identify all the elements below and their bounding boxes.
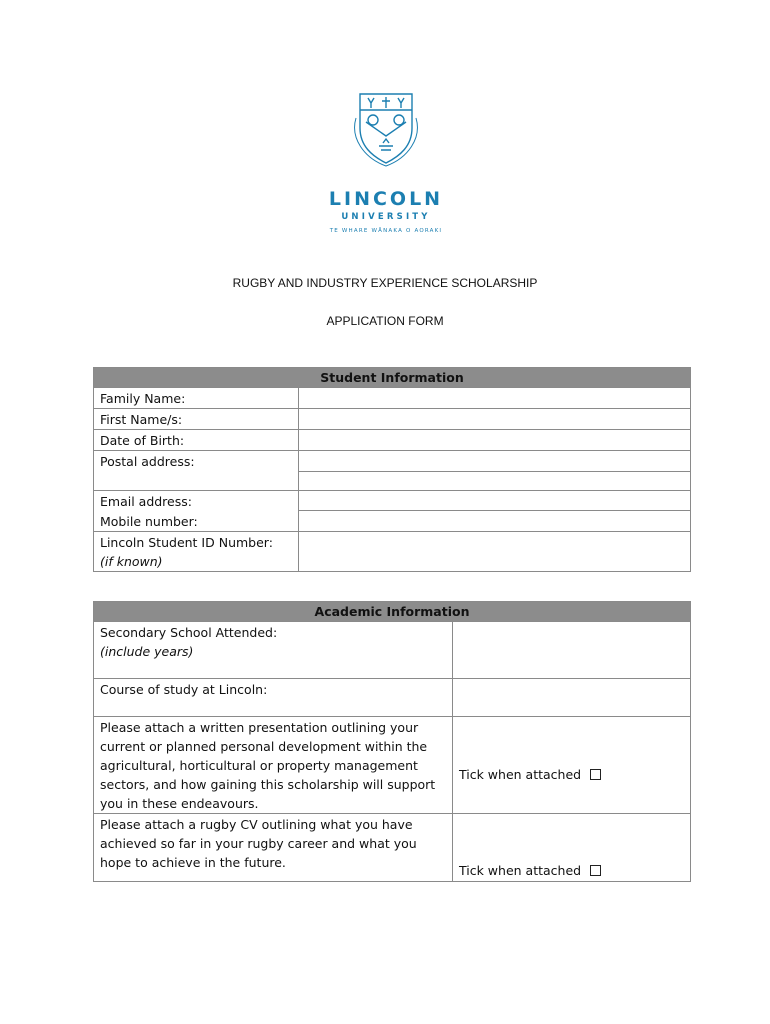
postal-address-continued-label [94, 471, 299, 490]
academic-information-heading: Academic Information [94, 602, 691, 622]
presentation-tick-cell [453, 717, 691, 814]
secondary-school-label-cell [94, 622, 453, 679]
student-id-field[interactable] [299, 531, 691, 571]
presentation-tick-label: Tick when attached [459, 766, 582, 782]
logo-tagline: TE WHARE WĀNAKA O AORAKI [329, 228, 443, 234]
student-information-table [93, 367, 691, 572]
postal-address-field[interactable] [299, 451, 691, 472]
mobile-number-label: Mobile number: [94, 511, 299, 532]
secondary-school-label: Secondary School Attended: [100, 625, 278, 640]
email-address-field[interactable] [299, 490, 691, 511]
first-name-field[interactable] [299, 409, 691, 430]
first-name-label: First Name/s: [94, 409, 299, 430]
student-id-label: Lincoln Student ID Number: [100, 534, 273, 550]
secondary-school-note: (include years) [100, 644, 194, 659]
logo-sub-text: UNIVERSITY [341, 212, 431, 222]
family-name-field[interactable] [299, 388, 691, 409]
logo-name-text: LINCOLN [328, 188, 444, 210]
postal-address-label: Postal address: [94, 451, 299, 472]
mobile-number-field[interactable] [299, 511, 691, 532]
written-presentation-instructions: Please attach a written presentation outlining your current or planned personal development within the agricultural, horticultural or property management sectors, and how gaining this scholarship will support you in these endeavours. [94, 717, 453, 814]
cv-tick-label: Tick when attached [459, 863, 582, 878]
student-id-label-cell [94, 531, 299, 571]
presentation-attached-checkbox[interactable] [590, 769, 601, 780]
academic-information-table [93, 601, 691, 882]
cv-attached-checkbox[interactable] [590, 865, 601, 876]
email-address-label: Email address: [94, 490, 299, 511]
scholarship-title: RUGBY AND INDUSTRY EXPERIENCE SCHOLARSHIP [232, 276, 538, 290]
student-id-note: (if known) [100, 553, 163, 569]
date-of-birth-field[interactable] [299, 430, 691, 451]
date-of-birth-label: Date of Birth: [94, 430, 299, 451]
coat-of-arms-icon [346, 88, 426, 168]
student-information-heading: Student Information [94, 368, 691, 388]
form-title: APPLICATION FORM [326, 314, 444, 328]
lincoln-university-logo [326, 88, 446, 240]
family-name-label: Family Name: [94, 388, 299, 409]
course-of-study-field[interactable] [453, 679, 691, 717]
postal-address-line-2-field[interactable] [299, 471, 691, 490]
secondary-school-field[interactable] [453, 622, 691, 679]
cv-tick-cell [453, 814, 691, 882]
rugby-cv-instructions: Please attach a rugby CV outlining what you have achieved so far in your rugby career and what you hope to achieve in the future. [94, 814, 453, 882]
course-of-study-label: Course of study at Lincoln: [94, 679, 453, 717]
